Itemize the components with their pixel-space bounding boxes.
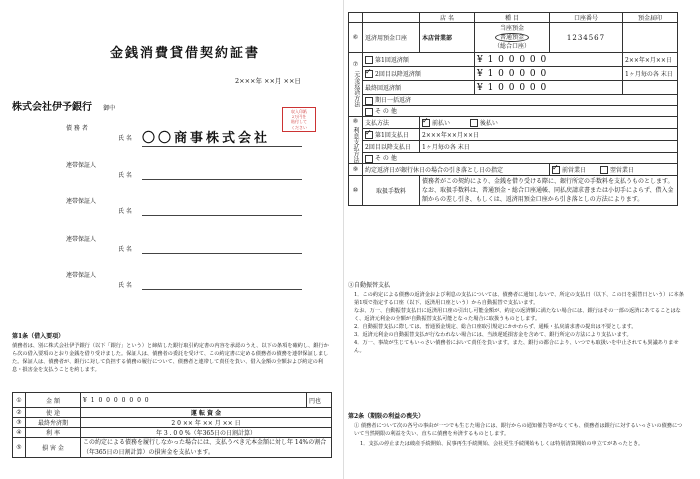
guarantor-label: 連帯保証人 [66,162,97,169]
checkbox-checked[interactable] [552,166,560,174]
repayment-terms-table [348,12,678,206]
header-stamp: 預金届印 [623,13,678,23]
checkbox-checked[interactable] [365,131,373,139]
guarantor-name-label: 氏 名 [118,246,132,253]
store-name: 本店営業部 [420,23,475,53]
row-number [349,117,363,164]
repay-row [349,106,678,117]
repay-row [349,67,678,81]
late-damages-text: この約定による債務を履行しなかった場合には、支払うべき元本金額に対し年 14%の割合（年365日の日割計算）の損害金を支払います。 [81,438,332,458]
interest-method-label: 支払方法 [363,117,420,129]
repay-other [363,106,678,117]
checkbox[interactable] [600,166,608,174]
interest-row [349,141,678,153]
prev-business-day-label: 前営業日 [562,166,587,174]
article1-heading: 第1条（借入要項） [12,333,65,340]
article2-heading: 第2条（期限の利益の喪失） [348,413,425,420]
row-label: 使 途 [26,408,81,418]
article2-text: ① 債務者について次の各号の事由が一つでも生じた場合には、銀行からの通知催告等がなくても、債務者は銀行に対するいっさいの債務について当然期限の利益を失い、直ちに債務を弁済するものとします。 [354,423,683,438]
amount-unit: 円也 [307,393,332,408]
guarantor-signature-line [142,178,302,180]
repay-final-label: 最終回返済額 [365,85,402,92]
repay-row [349,95,678,106]
account-type-savings-selected[interactable]: 普通預金 [495,33,529,42]
loan-terms-table [12,392,332,458]
contract-left-page [0,0,344,479]
table-row [13,428,332,438]
checkbox[interactable] [365,155,373,163]
table-row [13,418,332,428]
bank-name: 株式会社伊予銀行 [12,102,92,113]
fee-text: 債務者がこの契約により、金銭を借り受ける際に、銀行所定の手数料を支払うものとします。なお、取扱手数料は、普通預金・総合口座通帳、同払戻請求書または小切手によらず、借入金額からの差し引き、もしくは、返済用預金口座から引き落としの方法によります。 [420,176,678,206]
account-row [349,23,678,53]
checkbox[interactable] [470,119,478,127]
repay-lump-sum [363,95,678,106]
guarantor-name-label: 氏 名 [118,208,132,215]
account-number: 1234567 [550,23,623,53]
checkbox-checked[interactable] [365,70,373,78]
table-header-row [349,13,678,23]
bank-addressee [12,95,115,114]
row-number: ④ [13,428,26,438]
table-row [13,393,332,408]
header-store: 店 名 [420,13,475,23]
checkbox[interactable] [365,56,373,64]
next-business-day-label: 翌営業日 [609,166,634,174]
checkbox[interactable] [365,97,373,105]
holiday-options [550,164,678,176]
interest-first-label: ✓第1回支払日 [363,129,420,141]
loan-purpose: 運 転 資 金 [81,408,332,418]
guarantor-label: 連帯保証人 [66,198,97,205]
guarantor-label: 連帯保証人 [66,272,97,279]
row-label: 金 額 [26,393,81,408]
repay-subsequent-label: 2回目以降返済額 [375,70,421,78]
repay-other-label: そ の 他 [375,108,397,116]
row-number: ③ [13,418,26,428]
row-label: 損 害 金 [26,438,81,458]
guarantor-label: 連帯保証人 [66,236,97,243]
table-row [13,438,332,458]
header-account: 口座番号 [550,13,623,23]
account-type-checking[interactable]: 当座預金 [499,25,524,32]
stamp-line: 貼付して [291,119,307,125]
postpay-label: 後払い [479,119,498,127]
row-number: ⑨ [349,164,363,176]
interest-rate: 年 3 . 0 0 %（年365日の日割計算） [81,428,332,438]
row-number: ⑤ [13,438,26,458]
account-type-general[interactable]: （総合口座） [493,43,530,50]
debtor-name-label: 氏 名 [118,135,132,142]
section-number: ⑦ [352,61,359,69]
stamp-line: ください [291,124,307,130]
repay-row [349,53,678,67]
row-label: 返済用預金口座 [363,23,420,53]
fee-label: 取扱手数料 [363,176,420,206]
bank-suffix: 御中 [103,105,116,112]
autopay-clause: 3．返済元利金の自動振替支払が行なわれない場合には、当該遅延損害金を含めて、銀行所定の方法により支払います。 [354,332,632,339]
guarantor-signature-line [142,214,302,216]
header-type: 種 目 [475,13,550,23]
row-number: ② [13,408,26,418]
final-repayment-date: 2 0 ×× 年 ×× 月 ×× 日 [81,418,332,428]
interest-subsequent-date[interactable]: 1ヶ月毎の各 末日 [420,141,678,153]
checkbox[interactable] [365,108,373,116]
holiday-row [349,164,678,176]
stamp-line: 2万円を [291,114,307,120]
autopay-clause: 1．この約定による債務の返済金および利息の支払については、債務者に通知しないで、所定の支払日（以下、この日を振替日という）に本条第1項で指定する口座（以下、返済用口座という）から自動振替で支払います。 [354,292,684,307]
debtor-name: 〇〇商事株式会社 [142,127,302,147]
guarantor-signature-line [142,252,302,254]
repay-subsequent-date[interactable]: 1ヶ月毎の各 末日 [623,67,678,81]
account-type-options [475,23,550,53]
document-title: 金銭消費貸借契約証書 [110,46,261,61]
table-row [13,408,332,418]
repay-subsequent-amount[interactable]: ¥ 1 0 0 0 0 0 [475,67,623,81]
interest-subsequent-label: 2回目以降支払日 [363,141,420,153]
registered-seal-box [623,23,678,53]
autopay-clauses [354,291,684,356]
holiday-label: 約定返済日が銀行休日の場合の引き落とし日の指定 [363,164,550,176]
row-number: ⑥ [349,23,363,53]
guarantor-name-label: 氏 名 [118,172,132,179]
repay-first-amount[interactable]: ¥ 1 0 0 0 0 0 [475,53,623,67]
row-label: 最終弁済期 [26,418,81,428]
repay-final [363,81,475,95]
interest-row [349,153,678,164]
autopay-heading: ③自動振替支払 [348,282,391,289]
stamp-line: 収入印紙 [291,109,307,114]
guarantor-name-label: 氏 名 [118,282,132,289]
row-label: 利 率 [26,428,81,438]
interest-row [349,129,678,141]
prepay-label: 前払い [432,119,451,127]
article2-item: 1．支払の停止または破産手続開始、民事再生手続開始、会社更生手続開始もしくは特別清算開始の申立てがあったとき。 [360,441,644,447]
row-number: ① [13,393,26,408]
section-label: 元金返済方法 [352,70,360,107]
interest-row [349,117,678,129]
guarantor-signature-line [142,288,302,290]
loan-amount: ¥ 1 0 0 0 0 0 0 0 [81,393,307,408]
checkbox-checked[interactable] [422,119,430,127]
repay-subsequent [363,67,475,81]
repay-first-date[interactable]: 2××年×月××日 [623,53,678,67]
autopay-clause: なお、万一、自動振替支払日に返済用口座の引出し可能金額が、約定の返済額に満たない場合には、銀行はその一部の返済にあてることはなく、返済元利金の全額が自動振替支払可能となった場合に取扱うものとします。 [354,308,681,323]
repay-row [349,81,678,95]
interest-other: そ の 他 [363,153,678,164]
section-number: ⑧ [352,117,359,125]
interest-method-options [420,117,678,129]
row-number: ⑩ [349,176,363,206]
repay-final-amount[interactable]: ¥ 1 0 0 0 0 0 [475,81,623,95]
repay-lump-label: 期日一括返済 [375,97,412,105]
article1-text: 債務者は、別に株式会社伊予銀行（以下「銀行」という）と締結した銀行取引約定書の内容を承認のうえ、以下の条項を確約し、銀行から次の借入要項のとおり金銭を借り受けました。保証人は、債務者の委託を受けて、この約定書に定める債務者の債務を連帯保証しました。保証人は、債務者が、銀行に対して負担する債務の履行について、債務者と連帯して責任を負い、借入金額の全額および約定の利息・損害金を支払うことを約します。 [12,343,329,374]
interest-first-date[interactable]: 2×××年××月××日 [420,129,678,141]
row-number [349,53,363,117]
autopay-clause: 2．自動振替支払に際しては、普通預金規定、総合口座取引規定にかかわらず、通帳・払戻請求書の提出は不要とします。 [354,324,637,331]
debtor-label: 債 務 者 [66,125,88,132]
section-label: 利息支払方法 [352,126,359,163]
fee-row [349,176,678,206]
contract-date: 2×××年 ××月 ××日 [235,77,301,85]
repay-first [363,53,475,67]
autopay-clause: 4．万一、事故が生じてもいっさい債務者において責任を負います。また、銀行の都合により、いつでも取扱いを中止されても異議ありません。 [354,340,679,355]
repay-first-label: 第1回返済額 [375,56,409,64]
contract-right-page [344,0,700,479]
